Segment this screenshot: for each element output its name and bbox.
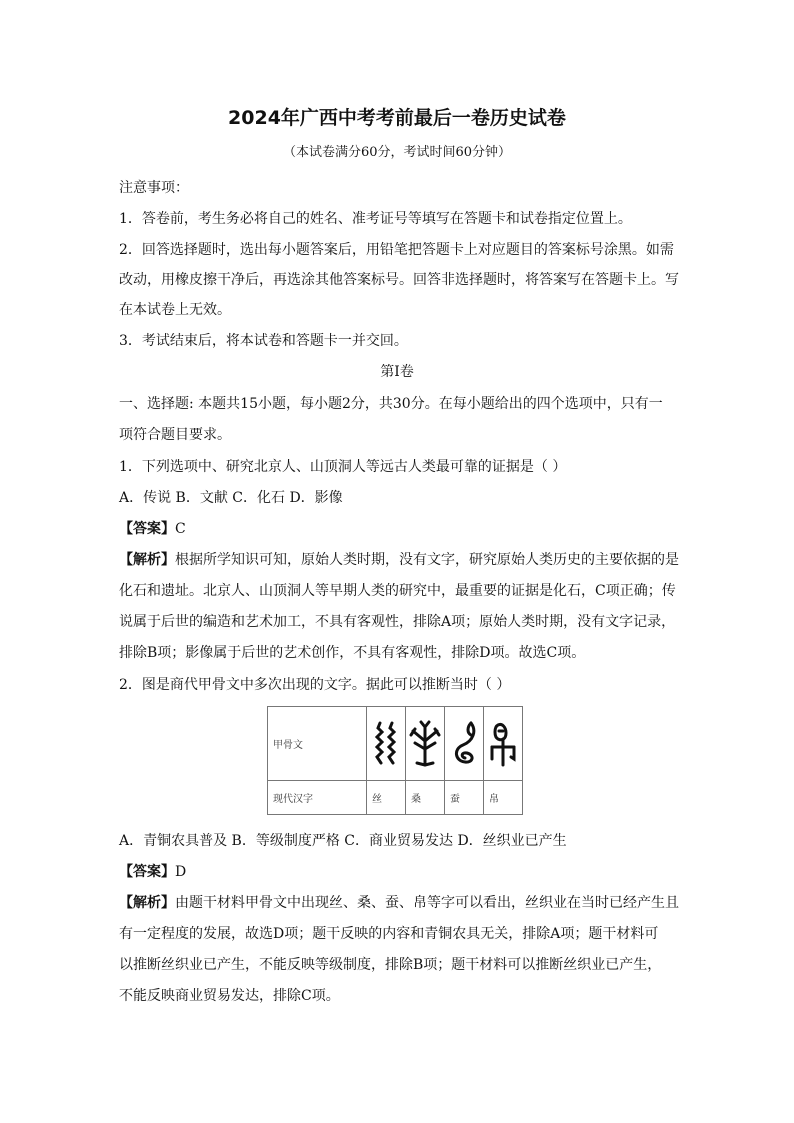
oracle-sang-icon (407, 719, 443, 769)
oracle-cell-2 (406, 707, 445, 781)
notice-item-3: 3．考试结束后，将本试卷和答题卡一并交回。 (119, 333, 408, 349)
table-row (268, 707, 523, 781)
table-row (268, 781, 523, 815)
q1-answer (119, 519, 689, 539)
oracle-si-icon (371, 719, 401, 769)
modern-char-4: 帛 (484, 781, 523, 815)
page-subtitle: （本试卷满分60分，考试时间60分钟） (282, 145, 512, 160)
q2-answer-label: 【答案】 (119, 864, 175, 880)
q2-analysis-label: 【解析】 (119, 895, 175, 911)
q1-analysis-line-4: 排除B项；影像属于后世的艺术创作，不具有客观性，排除D项。故选C项。 (119, 645, 586, 661)
modern-char-2: 桑 (406, 781, 445, 815)
q1-answer-value: C (175, 521, 186, 537)
q1-analysis-line-2: 化石和遗址。北京人、山顶洞人等早期人类的研究中，最重要的证据是化石，C项正确；传 (119, 583, 676, 599)
q2-analysis-line-1 (119, 893, 689, 913)
q2-analysis-line-3: 以推断丝织业已产生，不能反映等级制度，排除B项；题干材料可以推断丝织业已产生， (119, 957, 662, 973)
oracle-can-icon (449, 719, 479, 769)
section-title: 第Ⅰ卷 (380, 364, 414, 380)
q2-analysis-line-4: 不能反映商业贸易发达，排除C项。 (119, 988, 340, 1004)
oracle-bo-icon (486, 719, 520, 769)
row-label-oracle: 甲骨文 (268, 707, 367, 781)
modern-char-3: 蚕 (445, 781, 484, 815)
notice-item-2-cont: 改动，用橡皮擦干净后，再选涂其他答案标号。回答非选择题时，将答案写在答题卡上。写 (119, 272, 679, 288)
notice-item-1: 1．答卷前，考生务必将自己的姓名、准考证号等填写在答题卡和试卷指定位置上。 (119, 211, 632, 227)
notice-item-2-cont2: 在本试卷上无效。 (119, 302, 231, 318)
q1-stem: 1．下列选项中、研究北京人、山顶洞人等远古人类最可靠的证据是（ ） (119, 459, 567, 475)
q1-analysis-text-1: 根据所学知识可知，原始人类时期，没有文字，研究原始人类历史的主要依据的是 (175, 552, 679, 568)
oracle-cell-1 (367, 707, 406, 781)
q1-analysis-line-1 (119, 550, 689, 570)
q1-analysis-label: 【解析】 (119, 552, 175, 568)
q2-answer-value: D (175, 864, 187, 880)
notice-heading: 注意事项： (119, 180, 189, 196)
modern-char-1: 丝 (367, 781, 406, 815)
oracle-cell-3 (445, 707, 484, 781)
q1-analysis-line-3: 说属于后世的编造和艺术加工，不具有客观性，排除A项；原始人类时期，没有文字记录， (119, 614, 676, 630)
row-label-modern: 现代汉字 (268, 781, 367, 815)
notice-item-2: 2．回答选择题时，选出每小题答案后，用铅笔把答题卡上对应题目的答案标号涂黑。如需 (119, 242, 674, 258)
oracle-bone-table (267, 706, 523, 815)
section-intro-line-1: 一、选择题: 本题共15小题，每小题2分，共30分。在每小题给出的四个选项中，只有一 (119, 396, 663, 412)
q2-analysis-line-2: 有一定程度的发展，故选D项；题干反映的内容和青铜农具无关，排除A项；题干材料可 (119, 926, 659, 942)
q2-options: A．青铜农具普及 B．等级制度严格 C．商业贸易发达 D．丝织业已产生 (119, 833, 567, 849)
oracle-cell-4 (484, 707, 523, 781)
q1-options: A．传说 B．文献 C．化石 D．影像 (119, 490, 343, 506)
page-title: 2024年广西中考考前最后一卷历史试卷 (228, 107, 566, 129)
q2-stem: 2．图是商代甲骨文中多次出现的文字。据此可以推断当时（ ） (119, 677, 511, 693)
section-intro-line-2: 项符合题目要求。 (119, 427, 231, 443)
q2-analysis-text-1: 由题干材料甲骨文中出现丝、桑、蚕、帛等字可以看出，丝织业在当时已经产生且 (175, 895, 679, 911)
q2-answer (119, 862, 689, 882)
q1-answer-label: 【答案】 (119, 521, 175, 537)
